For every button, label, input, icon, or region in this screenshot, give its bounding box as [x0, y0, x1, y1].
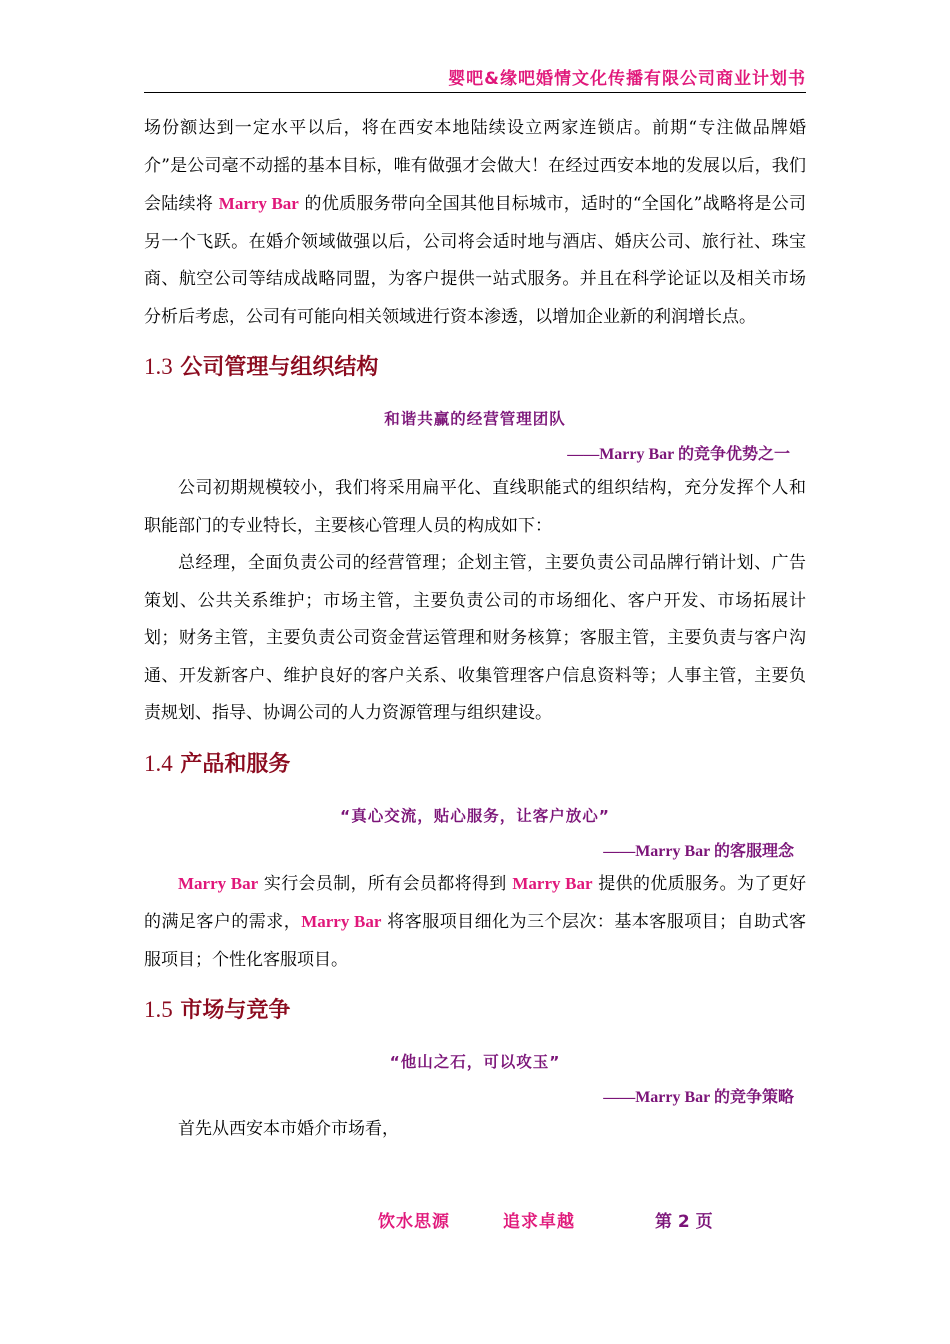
footer-motto-2: 追求卓越 [503, 1212, 575, 1232]
section-motto: 和谐共赢的经营管理团队 [384, 410, 566, 428]
brand-name: Marry Bar [512, 873, 593, 893]
page-footer [0, 1207, 950, 1237]
section-heading-1-3: 1.3 公司管理与组织结构 [144, 354, 379, 380]
motto-attribution: ——Marry Bar 的客服理念 [603, 842, 794, 860]
brand-name: Marry Bar [178, 873, 259, 893]
page-number: 第 2 页 [655, 1212, 713, 1232]
motto-attribution: ——Marry Bar 的竞争优势之一 [567, 446, 790, 463]
section-paragraph: 首先从西安本市婚介市场看， [178, 1119, 399, 1139]
brand-name: Marry Bar [218, 194, 299, 213]
section-paragraph: 公司初期规模较小，我们将采用扁平化、直线职能式的组织结构，充分发挥个人和职能部门的专业特长，主要核心管理人员的构成如下： [144, 478, 806, 536]
section-motto: “真心交流，贴心服务，让客户放心” [340, 806, 610, 825]
footer-motto-1: 饮水思源 [378, 1212, 450, 1232]
section-heading-1-5: 1.5 市场与竞争 [144, 997, 291, 1023]
section-motto: “他山之石，可以攻玉” [389, 1053, 561, 1071]
section-paragraph: Marry Bar 实行会员制，所有会员都将得到 Marry Bar 提供的优质服务。为了更好的满足客户的需求，Marry Bar 将客服项目细化为三个层次：基本客服项目；自助式客服项目；个性化客服项目。 [144, 873, 807, 970]
page-content [144, 110, 806, 1149]
document-header-title: 婴吧&缘吧婚情文化传播有限公司商业计划书 [448, 69, 806, 89]
brand-name: Marry Bar [301, 912, 382, 931]
section-paragraph: 总经理，全面负责公司的经营管理；企划主管，主要负责公司品牌行销计划、广告策划、公共关系维护；市场主管，主要负责公司的市场细化、客户开发、市场拓展计划；财务主管，主要负责公司资金营运管理和财务核算；客服主管，主要负责与客户沟通、开发新客户、维护良好的客户关系、收集管理客户信息资料等；人事主管，主要负责规划、指导、协调公司的人力资源管理与组织建设。 [144, 553, 806, 723]
header-divider [144, 92, 806, 93]
motto-attribution: ——Marry Bar 的竞争策略 [603, 1089, 794, 1106]
section-heading-1-4: 1.4 产品和服务 [144, 750, 291, 777]
intro-paragraph: 场份额达到一定水平以后，将在西安本地陆续设立两家连锁店。前期“专注做品牌婚介”是公司毫不动摇的基本目标，唯有做强才会做大！在经过西安本地的发展以后，我们会陆续将 Marry Bar 的优质服务带向全国其他目标城市，适时的“全国化”战略将是公司另一个飞跃。在婚介领域做强以后，公司将会适时地与酒店、婚庆公司、旅行社、珠宝商、航空公司等结成战略同盟，为客户提供一站式服务。并且在科学论证以及相关市场分析后考虑，公司有可能向相关领域进行资本渗透，以增加企业新的利润增长点。 [144, 118, 806, 327]
